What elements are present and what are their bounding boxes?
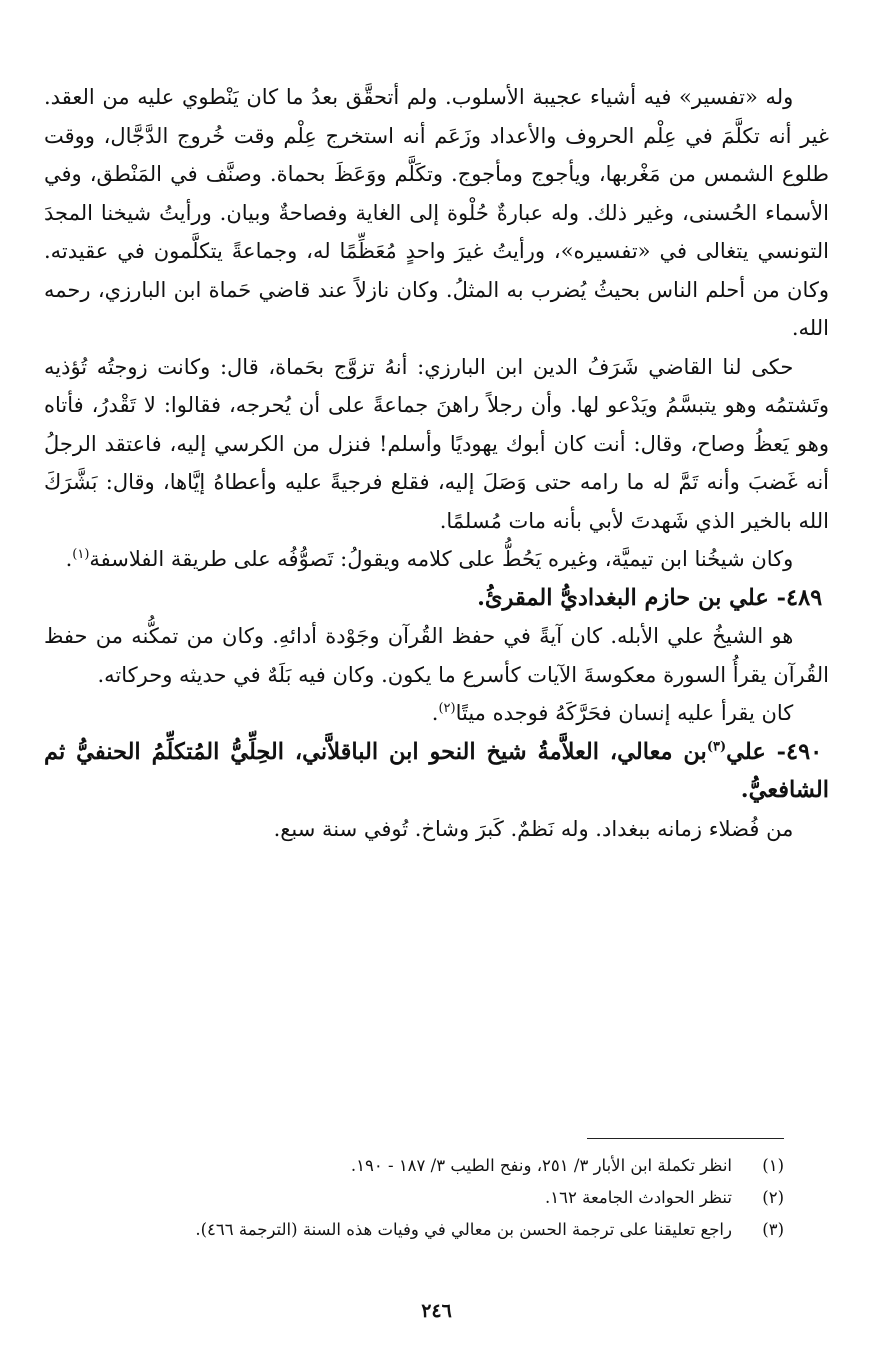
paragraph-end: . (431, 701, 439, 725)
heading-number: ٤٩٠- علي (726, 738, 823, 765)
paragraph-tafsir: وله «تفسير» فيه أشياء عجيبة الأسلوب. ولم أتحقَّق بعدُ ما كان يَنْطوي عليه من العقد. غير أنه تكلَّمَ في عِلْم الحروف والأعداد وزَعَم أنه استخرج عِلْم وقت خُروج الدَّجَّال، ووقت طلوع الشمس من مَغْربها، ويأجوج ومأجوج. وتكَلَّم ووَعَظَ بحماة. وصنَّف في المَنْطق، وفي الأسماء الحُسنى، وغير ذلك. وله عبارةٌ حُلْوة إلى الغاية وفصاحةٌ وبيان. ورأيتُ شيخنا المجدَ التونسي يتغالى في «تفسيره»، ورأيتُ غيرَ واحدٍ مُعَظِّمًا له، وجماعةً يتكلَّمون في عقيدته. وكان من أحلم الناس بحيثُ يُضرب به المثلُ. وكان نازلاً عند قاضي حَماة ابن البارزي، رحمه الله. (44, 85, 829, 340)
paragraph-text: كان يقرأ عليه إنسان فحَرَّكَهُ فوجده ميتًا (455, 701, 794, 725)
footnote-ref-3[interactable]: (٣) (706, 739, 727, 754)
heading-rest: بن معالي، العلاَّمةُ شيخ النحو ابن الباقلاَّني، الحِلِّيُّ المُتكلِّمُ الحنفيُّ ثم الشافعيُّ. (44, 738, 829, 803)
paragraph-abla: هو الشيخُ علي الأبله. كان آيةً في حفظ القُرآن وجَوْدة أدائهِ. وكان من تمكُّنه من حفظ القُرآن يقرأُ السورة معكوسةَ الآيات كأسرع ما يكون. وكان فيه بَلَهٌ في حديثه وحركاته. (44, 624, 829, 687)
paragraph-baghdad: من فُضلاء زمانه ببغداد. وله نَظمٌ. كَبرَ وشاخ. تُوفي سنة سبع. (273, 816, 794, 841)
footnote-text: انظر تكملة ابن الأبار ٣/ ٢٥١، ونفح الطيب ٣/ ١٨٧ - ١٩٠. (350, 1156, 732, 1175)
paragraph-end: . (65, 547, 73, 571)
paragraph-text: وكان شيخُنا ابن تيميَّة، وغيره يَحُطُّ على كلامه ويقولُ: تَصوُّفُه على طريقة الفلاسفة (89, 547, 794, 571)
footnote-text: تنظر الحوادث الجامعة ١٦٢. (545, 1188, 732, 1207)
main-text (44, 78, 829, 848)
footnote-3 (44, 1214, 784, 1246)
footnote-number: (١) (762, 1156, 784, 1175)
footnote-divider (587, 1138, 784, 1139)
footnote-2 (44, 1182, 784, 1214)
paragraph-death (44, 694, 829, 733)
footnote-ref-1[interactable]: (١) (72, 547, 90, 562)
footnote-ref-2[interactable]: (٢) (438, 701, 456, 716)
entry-heading-490 (44, 733, 829, 810)
paragraph-ibn-taymiyya (44, 540, 829, 579)
entry-heading-489: ٤٨٩- علي بن حازم البغداديُّ المقرئُ. (477, 584, 823, 611)
footnote-number: (٣) (762, 1220, 784, 1239)
footnote-text: راجع تعليقنا على ترجمة الحسن بن معالي في وفيات هذه السنة (الترجمة ٤٦٦). (195, 1220, 732, 1239)
footnotes (44, 1150, 784, 1246)
paragraph-anecdote: حكى لنا القاضي شَرَفُ الدين ابن البارزي: أنهُ تزوَّج بحَماة، قال: وكانت زوجتُه تُؤذيه وتَشتمُه وهو يتبسَّمُ ويَدْعو لها. وأن رجلاً راهنَ جماعةً على أن يُحرجه، فقالوا: لا تَقْدرُ، فأتاه وهو يَعظُ وصاح، وقال: أنت كان أبوك يهوديًا وأسلم! فنزل من الكرسي إليه، فاعتقد الرجلُ أنه غَضبَ وأنه تَمَّ له ما رامه حتى وَصَلَ إليه، فقلع فرجيةً عليه وأعطاهُ إيَّاها، وقال: بَشَّرَكَ الله بالخير الذي شَهدتَ لأبي بأنه مات مُسلمًا. (44, 354, 829, 533)
footnote-number: (٢) (762, 1188, 784, 1207)
page-number: ٢٤٦ (421, 1300, 452, 1322)
footnote-1 (44, 1150, 784, 1182)
